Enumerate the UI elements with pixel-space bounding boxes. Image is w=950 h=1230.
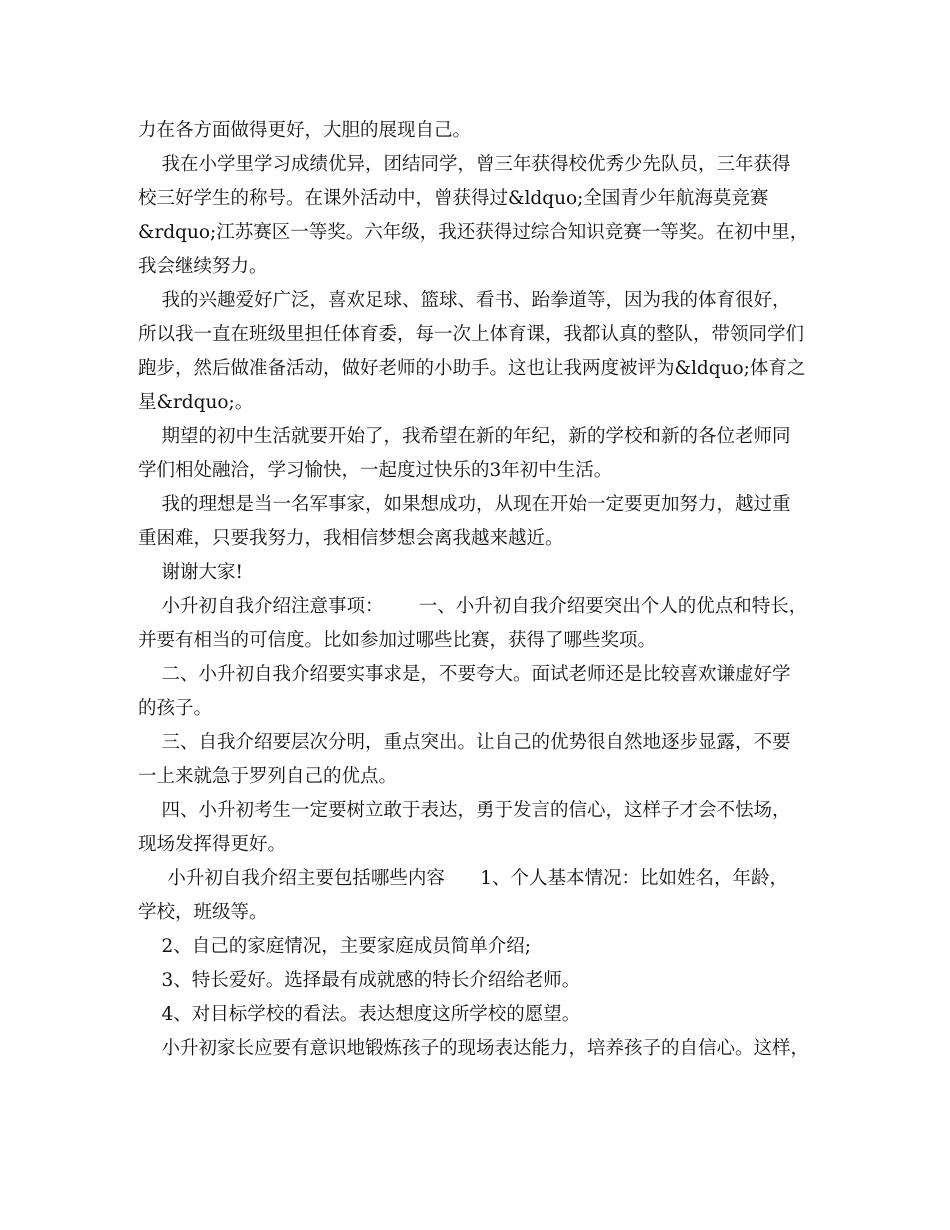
- paragraph: [138, 114, 828, 148]
- paragraph-line: 4、对目标学校的看法。表达想度这所学校的愿望。: [138, 1004, 581, 1025]
- paragraph-line: 2、自己的家庭情况，主要家庭成员简单介绍;: [138, 936, 532, 957]
- paragraph-line: 的孩子。: [138, 698, 213, 719]
- paragraph-line: 三、自我介绍要层次分明，重点突出。让自己的优势很自然地逐步显露，不要: [138, 732, 791, 753]
- paragraph: [138, 862, 828, 930]
- paragraph-line: 所以我一直在班级里担任体育委，每一次上体育课，我都认真的整队，带领同学们: [138, 324, 805, 345]
- paragraph-line: 星&rdquo;。: [138, 392, 254, 413]
- paragraph-line: 力在各方面做得更好，大胆的展现自己。: [138, 120, 472, 141]
- paragraph-line: 学校，班级等。: [138, 902, 268, 923]
- paragraph: [138, 726, 828, 794]
- paragraph: [138, 284, 828, 420]
- paragraph-line: 跑步，然后做准备活动，做好老师的小助手。这也让我两度被评为&ldquo;体育之: [138, 358, 806, 379]
- paragraph: [138, 148, 828, 284]
- paragraph: [138, 556, 828, 590]
- paragraph-line: 二、小升初自我介绍要实事求是，不要夸大。面试老师还是比较喜欢谦虚好学: [138, 664, 791, 685]
- paragraph: [138, 930, 828, 964]
- paragraph: [138, 658, 828, 726]
- paragraph: [138, 998, 828, 1032]
- paragraph-line: 小升初自我介绍主要包括哪些内容 1、个人基本情况：比如姓名，年龄，: [138, 868, 788, 889]
- paragraph-line: 校三好学生的称号。在课外活动中，曾获得过&ldquo;全国青少年航海莫竞赛: [138, 188, 769, 209]
- paragraph-line: 并要有相当的可信度。比如参加过哪些比赛，获得了哪些奖项。: [138, 630, 657, 651]
- paragraph-line: 四、小升初考生一定要树立敢于表达，勇于发言的信心，这样子才会不怯场，: [138, 800, 791, 821]
- paragraph-line: 小升初家长应要有意识地锻炼孩子的现场表达能力，培养孩子的自信心。这样，: [138, 1038, 810, 1059]
- paragraph-line: 我会继续努力。: [138, 256, 268, 277]
- document-body: [138, 114, 828, 1066]
- paragraph-line: 谢谢大家!: [138, 562, 243, 583]
- paragraph-line: 我的理想是当一名军事家，如果想成功，从现在开始一定要更加努力，越过重: [138, 494, 791, 515]
- paragraph-line: 现场发挥得更好。: [138, 834, 287, 855]
- paragraph: [138, 420, 828, 488]
- paragraph-line: 3、特长爱好。选择最有成就感的特长介绍给老师。: [138, 970, 581, 991]
- paragraph-line: 一上来就急于罗列自己的优点。: [138, 766, 398, 787]
- paragraph: [138, 590, 828, 658]
- paragraph: [138, 964, 828, 998]
- paragraph-line: 我在小学里学习成绩优异，团结同学，曾三年获得校优秀少先队员，三年获得: [138, 154, 791, 175]
- paragraph-line: 重困难，只要我努力，我相信梦想会离我越来越近。: [138, 528, 564, 549]
- paragraph: [138, 488, 828, 556]
- paragraph-line: 我的兴趣爱好广泛，喜欢足球、篮球、看书、跆拳道等，因为我的体育很好，: [138, 290, 791, 311]
- paragraph: [138, 1032, 828, 1066]
- paragraph: [138, 794, 828, 862]
- paragraph-line: 学们相处融洽，学习愉快，一起度过快乐的3年初中生活。: [138, 460, 613, 481]
- paragraph-line: 期望的初中生活就要开始了，我希望在新的年纪，新的学校和新的各位老师同: [138, 426, 791, 447]
- paragraph-line: 小升初自我介绍注意事项： 一、小升初自我介绍要突出个人的优点和特长，: [138, 596, 808, 617]
- paragraph-line: &rdquo;江苏赛区一等奖。六年级，我还获得过综合知识竞赛一等奖。在初中里，: [138, 222, 809, 243]
